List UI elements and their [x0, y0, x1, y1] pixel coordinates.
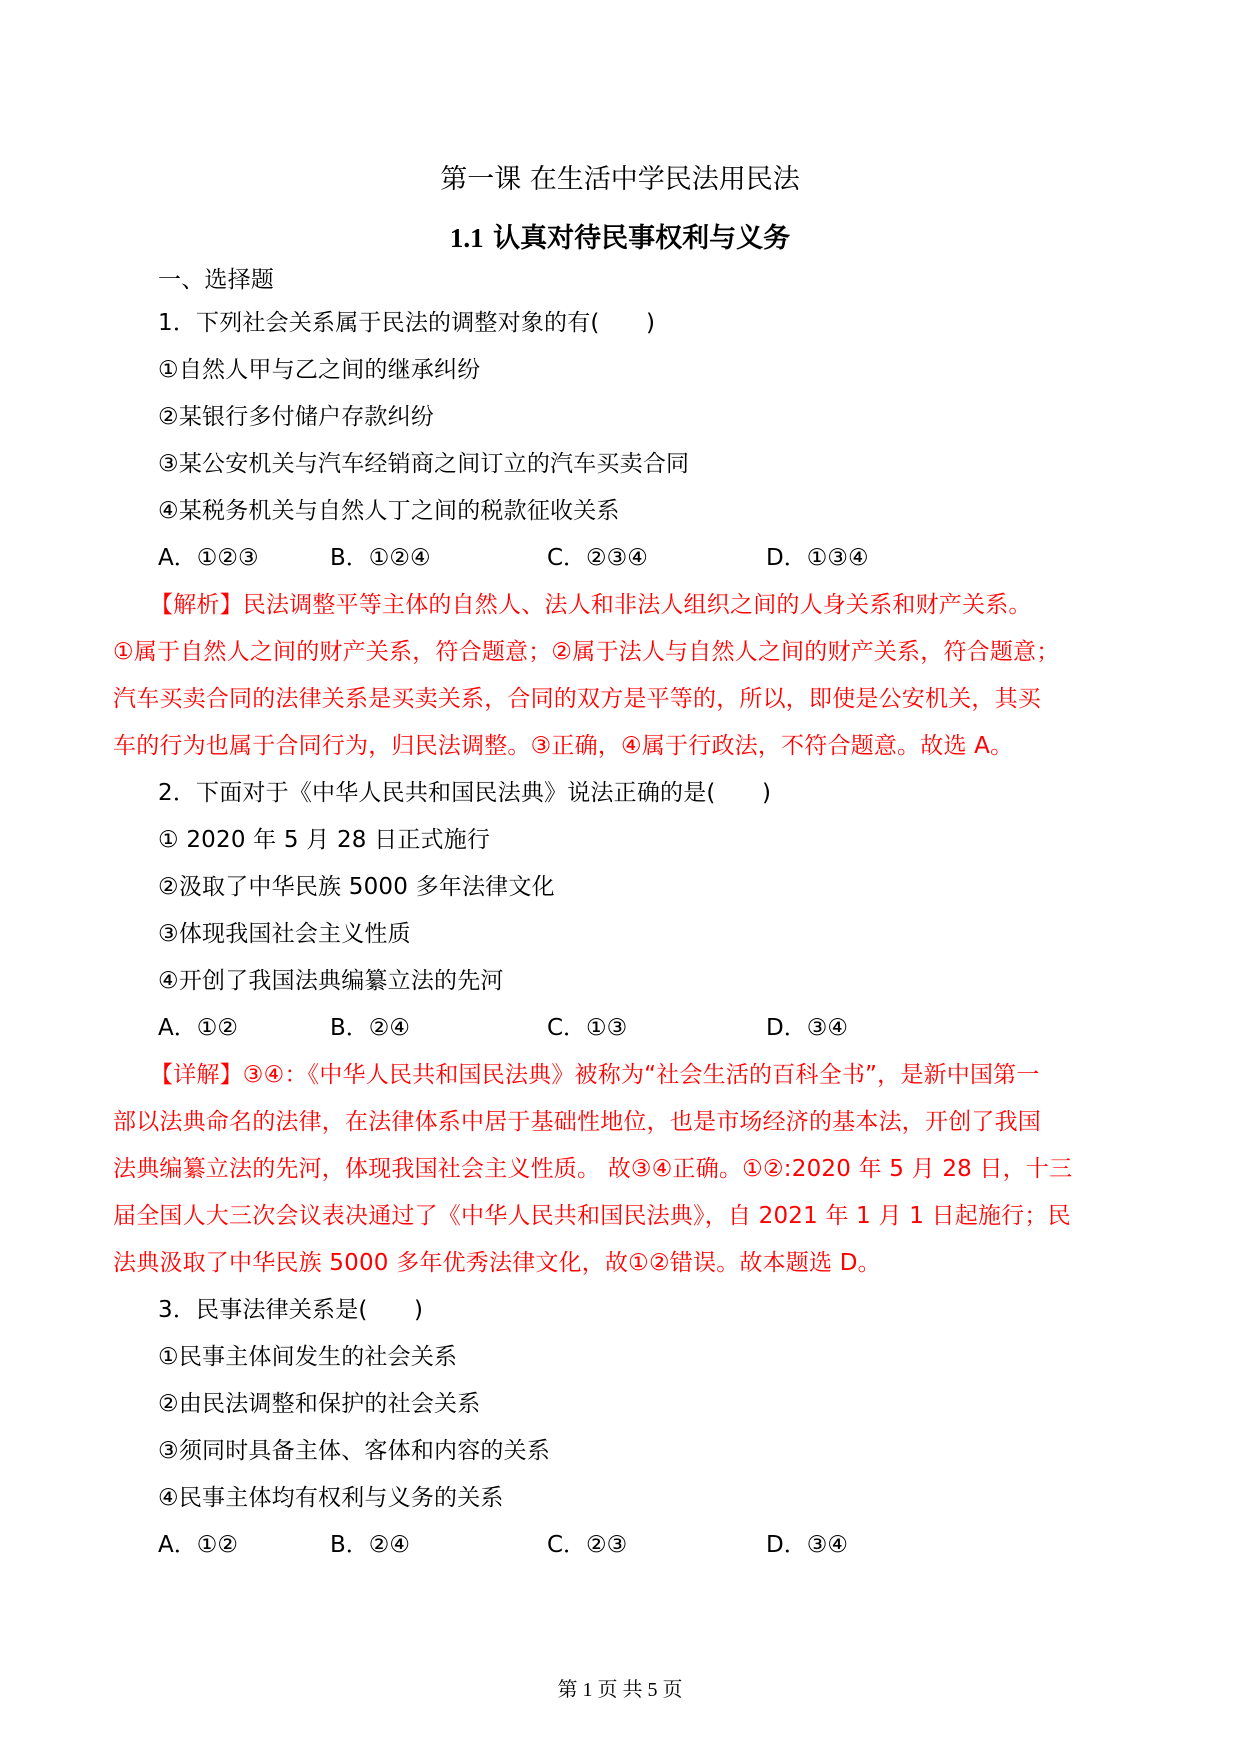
- question-1-analysis-line-4: 车的行为也属于合同行为，归民法调整。③正确，④属于行政法，不符合题意。故选 A。: [113, 733, 1014, 759]
- question-1-analysis-line-3: 汽车买卖合同的法律关系是买卖关系，合同的双方是平等的，所以，即使是公安机关，其买: [113, 686, 1041, 712]
- question-3-option-b: B．②④: [330, 1532, 411, 1558]
- question-3-item-1: ①民事主体间发生的社会关系: [158, 1344, 458, 1370]
- question-2-option-d: D．③④: [766, 1015, 848, 1041]
- question-1-option-d: D．①③④: [766, 545, 869, 571]
- question-1-item-1: ①自然人甲与乙之间的继承纠纷: [158, 357, 481, 383]
- question-3-item-2: ②由民法调整和保护的社会关系: [158, 1391, 481, 1417]
- question-1-option-b: B．①②④: [330, 545, 431, 571]
- question-2-item-4: ④开创了我国法典编纂立法的先河: [158, 968, 504, 994]
- question-2-analysis-line-3: 法典编纂立法的先河，体现我国社会主义性质。 故③④正确。①②:2020 年 5 月 28 日，十三: [113, 1156, 1073, 1182]
- section-heading: 一、选择题: [158, 267, 274, 293]
- question-2-option-a: A．①②: [158, 1015, 238, 1041]
- lesson-title: 第一课 在生活中学民法用民法: [440, 164, 800, 195]
- question-1-options: [158, 542, 1158, 574]
- question-1-stem: 1．下列社会关系属于民法的调整对象的有( ): [158, 310, 656, 336]
- question-3-stem: 3．民事法律关系是( ): [158, 1297, 424, 1323]
- question-3-option-c: C．②③: [547, 1532, 628, 1558]
- question-1-option-c: C．②③④: [547, 545, 648, 571]
- question-2-analysis-line-5: 法典汲取了中华民族 5000 多年优秀法律文化，故①②错误。故本题选 D。: [113, 1250, 881, 1276]
- question-1-item-3: ③某公安机关与汽车经销商之间订立的汽车买卖合同: [158, 451, 690, 477]
- question-3-options: [158, 1529, 1158, 1561]
- question-1-item-4: ④某税务机关与自然人丁之间的税款征收关系: [158, 498, 620, 524]
- question-2-item-2: ②汲取了中华民族 5000 多年法律文化: [158, 874, 555, 900]
- question-2-analysis-line-4: 届全国人大三次会议表决通过了《中华人民共和国民法典》，自 2021 年 1 月 1 日起施行；民: [113, 1203, 1071, 1229]
- question-1-item-2: ②某银行多付储户存款纠纷: [158, 404, 435, 430]
- question-2-item-1: ① 2020 年 5 月 28 日正式施行: [158, 827, 491, 853]
- question-2-options: [158, 1012, 1158, 1044]
- subtitle-number: 1.1: [449, 223, 484, 253]
- page-number-footer: 第 1 页 共 5 页: [557, 1679, 683, 1701]
- question-1-option-a: A．①②③: [158, 545, 259, 571]
- question-3-item-3: ③须同时具备主体、客体和内容的关系: [158, 1438, 551, 1464]
- question-2-analysis-line-2: 部以法典命名的法律，在法律体系中居于基础性地位，也是市场经济的基本法，开创了我国: [113, 1109, 1041, 1135]
- question-2-analysis-line-1: 【详解】③④：《中华人民共和国民法典》被称为“社会生活的百科全书”，是新中国第一: [150, 1062, 1040, 1088]
- question-1-analysis-line-1: 【解析】民法调整平等主体的自然人、法人和非法人组织之间的人身关系和财产关系。: [150, 592, 1032, 618]
- question-2-stem: 2．下面对于《中华人民共和国民法典》说法正确的是( ): [158, 780, 772, 806]
- question-2-option-b: B．②④: [330, 1015, 411, 1041]
- question-3-item-4: ④民事主体均有权利与义务的关系: [158, 1485, 504, 1511]
- question-3-option-d: D．③④: [766, 1532, 848, 1558]
- question-1-analysis-line-2: ①属于自然人之间的财产关系，符合题意；②属于法人与自然人之间的财产关系，符合题意；: [113, 639, 1060, 665]
- section-subtitle: [0, 218, 1240, 259]
- question-2-option-c: C．①③: [547, 1015, 628, 1041]
- question-2-item-3: ③体现我国社会主义性质: [158, 921, 411, 947]
- question-3-option-a: A．①②: [158, 1532, 238, 1558]
- subtitle-text: 认真对待民事权利与义务: [483, 223, 791, 254]
